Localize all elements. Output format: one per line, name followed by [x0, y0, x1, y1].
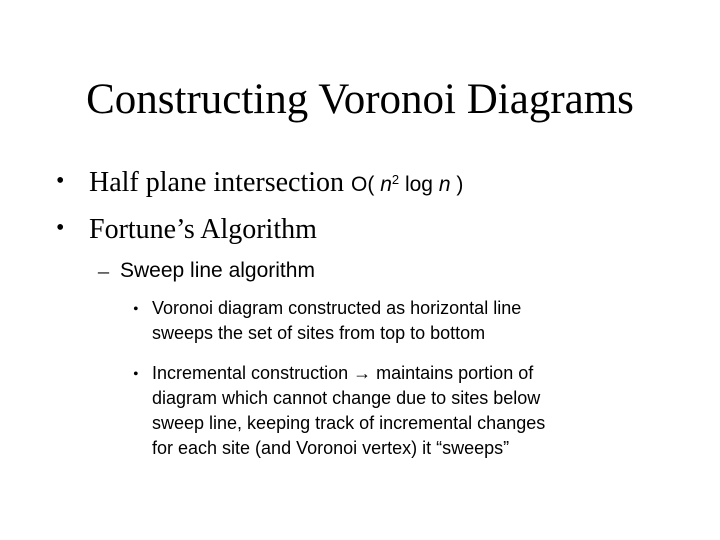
- right-arrow-icon: →: [353, 363, 372, 383]
- text-line: for each site (and Voronoi vertex) it “sweeps”: [152, 438, 510, 458]
- text-line: [152, 361, 652, 386]
- bullet-text: [89, 168, 463, 200]
- bullet-label: Half plane intersection: [89, 167, 345, 198]
- formula-n: n: [380, 173, 392, 196]
- sub-sub-bullet-text: [152, 296, 652, 346]
- text-line: sweeps the set of sites from top to bottom: [152, 323, 486, 343]
- bullet-marker: •: [133, 366, 139, 383]
- sub-bullet-text: Sweep line algorithm: [120, 259, 315, 282]
- slide-title: Constructing Voronoi Diagrams: [86, 76, 634, 123]
- dash-marker: –: [98, 258, 109, 283]
- bullet-marker: •: [133, 301, 139, 318]
- text-line: diagram which cannot change due to sites below: [152, 388, 541, 408]
- formula-exponent: 2: [391, 172, 400, 187]
- text-before-arrow: Incremental construction: [152, 363, 349, 383]
- formula-log: log: [404, 173, 433, 196]
- sub-sub-bullet-text: [152, 361, 652, 461]
- bullet-marker: •: [56, 168, 65, 194]
- bullet-text: Fortune’s Algorithm: [89, 214, 317, 245]
- complexity-formula: [351, 173, 463, 196]
- text-line: Voronoi diagram constructed as horizontal line: [152, 298, 522, 318]
- text-after-arrow: maintains portion of: [376, 363, 534, 383]
- bullet-marker: •: [56, 215, 65, 241]
- formula-n-second: n: [438, 173, 451, 196]
- formula-open: O(: [351, 173, 375, 196]
- text-line: sweep line, keeping track of incremental changes: [152, 413, 546, 433]
- formula-close: ): [456, 173, 464, 196]
